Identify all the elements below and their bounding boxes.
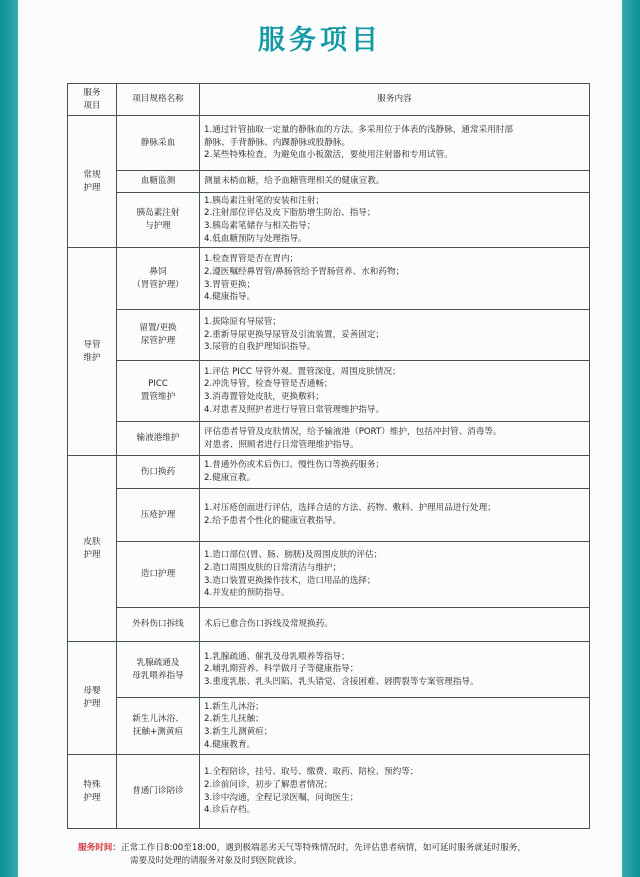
service-content-cell xyxy=(200,361,590,422)
category-label: 常规 xyxy=(83,169,101,180)
service-content-cell xyxy=(200,755,590,829)
service-content-line: 3.消毒置管处皮肤，更换敷料； xyxy=(204,392,324,402)
item-name-cell xyxy=(117,193,200,248)
category-cell xyxy=(68,116,117,248)
service-content-line: 1.普通外伤或术后伤口、慢性伤口等换药服务； xyxy=(204,460,385,471)
service-content-line: 对患者、照顾者进行日常管理维护指导。 xyxy=(204,439,359,450)
item-name-cell xyxy=(117,489,200,542)
header-label-line: 服务 xyxy=(83,87,101,98)
category-cell xyxy=(68,248,117,456)
service-content-line: 2.注射部位评估及皮下脂肪增生防治、指导； xyxy=(204,208,376,219)
service-content-line: 1.造口部位(胃、肠、膀胱)及周围皮肤的评估； xyxy=(204,550,383,561)
service-content-line: 2.健康宣教。 xyxy=(204,473,256,483)
item-name: 胰岛素注射 xyxy=(136,208,180,219)
service-content-line: 2.给予患者个性化的健康宣教指导。 xyxy=(204,516,342,526)
service-content-line: 1.拔除原有导尿管； xyxy=(204,317,281,328)
service-content-cell xyxy=(200,642,590,698)
service-time-note xyxy=(78,842,598,868)
service-content-cell xyxy=(200,171,590,193)
category-cell xyxy=(68,456,117,642)
category-label: 维护 xyxy=(83,352,101,363)
table-row xyxy=(68,422,590,456)
service-content-line: 1.全程陪诊，挂号、取号、缴费、取药、陪检、预约等； xyxy=(204,767,419,778)
service-content-cell xyxy=(200,698,590,755)
service-content-line: 2.遵医嘱经鼻胃管/鼻肠管给予胃肠营养、水和药物； xyxy=(204,266,405,277)
category-label: 护理 xyxy=(83,182,101,193)
service-content-line: 4.并发症的预防指导。 xyxy=(204,588,290,599)
service-content-line: 2.重新导尿更换导尿管及引流装置，妥善固定； xyxy=(204,329,385,340)
service-content-line: 4.诊后存档。 xyxy=(204,805,256,816)
item-name-cell xyxy=(117,542,200,608)
item-name: 母乳喂养指导 xyxy=(132,670,184,681)
service-content-line: 2.新生儿抚触； xyxy=(204,714,264,725)
item-name: （胃管护理） xyxy=(132,279,184,290)
item-name: 新生儿沐浴、 xyxy=(132,714,184,725)
item-name-cell xyxy=(117,171,200,193)
service-content-line: 2.造口周围皮肤的日常清洁与维护； xyxy=(204,562,342,573)
header-label xyxy=(121,93,195,106)
table-row xyxy=(68,456,590,489)
service-content-cell xyxy=(200,248,590,310)
category-label: 母婴 xyxy=(83,686,101,697)
service-content-line: 1.乳腺疏通、催乳及母乳喂养等指导； xyxy=(204,651,350,662)
service-content-line: 1.胰岛素注射笔的安装和注射； xyxy=(204,195,324,206)
item-name: PICC xyxy=(148,379,168,390)
service-content-line: 3.新生儿测黄疸； xyxy=(204,727,273,737)
header-category xyxy=(68,84,117,116)
header-item xyxy=(117,84,200,116)
table-row xyxy=(68,608,590,642)
item-name: 尿管护理 xyxy=(140,336,176,346)
table-header-row xyxy=(68,84,590,116)
category-label: 特殊 xyxy=(83,779,101,790)
table-row xyxy=(68,310,590,361)
category-cell xyxy=(68,642,117,755)
service-content-line: 2.冲洗导管，检查导管是否通畅； xyxy=(204,379,333,390)
service-content-line: 3.诊中沟通，全程记录医嘱，问询医生； xyxy=(204,792,359,803)
table-row xyxy=(68,698,590,755)
header-content xyxy=(200,84,590,116)
service-content-cell xyxy=(200,542,590,608)
service-content-line: 静脉、手背静脉、内踝静脉或股静脉。 xyxy=(204,137,351,148)
table-row xyxy=(68,361,590,422)
item-name-cell xyxy=(117,361,200,422)
item-name-cell xyxy=(117,698,200,755)
service-content-line: 术后已愈合伤口拆线及常规换药。 xyxy=(204,619,333,630)
header-label-line: 服务内容 xyxy=(377,94,412,105)
item-name: 静脉采血 xyxy=(140,137,176,148)
item-name: 抚触+测黄疸 xyxy=(132,727,184,737)
category-label: 护理 xyxy=(83,792,101,803)
page-title: 服务项目 xyxy=(258,25,382,56)
service-time-line1: 正常工作日8:00至18:00，遇到极端恶劣天气等特殊情况时，先评估患者病情，如可延时服务就延时服务， xyxy=(120,843,526,853)
item-name-cell xyxy=(117,608,200,642)
item-name: 输液港维护 xyxy=(136,433,180,444)
service-content-line: 3.重度乳胀、乳头凹陷、乳头错觉、含接困难、唇腭裂等专案管理指导。 xyxy=(204,676,479,687)
service-content-line: 1.评估 PICC 导管外观、置管深度、周围皮肤情况； xyxy=(204,366,401,377)
table-row xyxy=(68,193,590,248)
item-name-cell xyxy=(117,422,200,456)
header-label xyxy=(72,87,112,112)
service-content-line: 1.通过针管抽取一定量的静脉血的方法。多采用位于体表的浅静脉，通常采用肘部 xyxy=(204,125,513,136)
item-name-cell xyxy=(117,310,200,361)
service-content-line: 2.某些特殊检查，为避免血小板激活，要使用注射器和专用试管。 xyxy=(204,150,453,161)
table-row xyxy=(68,755,590,829)
item-name-cell xyxy=(117,456,200,489)
item-name: 与护理 xyxy=(145,221,171,231)
header-label-line: 项目 xyxy=(83,100,101,111)
item-name-cell xyxy=(117,755,200,829)
service-content-line: 1.对压疮创面进行评估，选择合适的方法、药物、敷料、护理用品进行处理； xyxy=(204,503,496,514)
item-name: 造口护理 xyxy=(140,569,176,580)
item-name: 置管维护 xyxy=(140,392,176,402)
table-row xyxy=(68,171,590,193)
item-name: 压疮护理 xyxy=(140,509,176,520)
service-content-line: 4.低血糖预防与处理指导。 xyxy=(204,233,307,244)
service-content-cell xyxy=(200,456,590,489)
item-name: 伤口换药 xyxy=(140,466,176,477)
table-body xyxy=(68,116,590,829)
header-label xyxy=(204,93,585,106)
service-content-line: 4.健康教育。 xyxy=(204,739,256,750)
service-time-line2: 需要及时处理的请服务对象及时到医院就诊。 xyxy=(130,856,302,866)
item-name-cell xyxy=(117,642,200,698)
table-row xyxy=(68,489,590,542)
service-content-line: 评估患者导管及皮肤情况，给予输液港（PORT）维护，包括冲封管、消毒等。 xyxy=(204,426,502,437)
service-content-line: 2.哺乳期营养、科学做月子等健康指导； xyxy=(204,664,359,675)
category-label: 护理 xyxy=(83,549,101,560)
item-name: 鼻饲 xyxy=(149,266,167,277)
service-table xyxy=(67,83,590,829)
service-content-line: 3.尿管的自我护理知识指导。 xyxy=(204,342,316,353)
service-content-line: 1.新生儿沐浴； xyxy=(204,701,264,712)
item-name-cell xyxy=(117,248,200,310)
category-label: 护理 xyxy=(83,699,101,709)
category-label: 导管 xyxy=(83,339,101,350)
service-content-line: 2.诊前问诊，初步了解患者情况； xyxy=(204,779,333,790)
service-content-cell xyxy=(200,193,590,248)
item-name: 留置/更换 xyxy=(139,323,177,334)
service-content-cell xyxy=(200,310,590,361)
category-cell xyxy=(68,755,117,829)
service-content-line: 3.胰岛素笔储存与相关指导； xyxy=(204,221,316,231)
service-content-cell xyxy=(200,422,590,456)
item-name: 外科伤口拆线 xyxy=(132,619,184,630)
service-content-cell xyxy=(200,608,590,642)
category-label: 皮肤 xyxy=(83,536,101,547)
item-name: 普通门诊陪诊 xyxy=(132,786,184,797)
service-content-line: 3.造口装置更换操作技术，造口用品的选择； xyxy=(204,575,376,586)
service-content-line: 4.对患者及照护者进行导管日常管理维护指导。 xyxy=(204,404,385,415)
service-content-cell xyxy=(200,116,590,171)
item-name: 乳腺疏通及 xyxy=(136,657,180,668)
service-content-line: 测量末梢血糖，给予血糖管理相关的健康宣教。 xyxy=(204,176,385,187)
service-time-label: 服务时间： xyxy=(78,843,121,853)
table-row xyxy=(68,642,590,698)
item-name: 血糖监测 xyxy=(140,176,176,187)
header-label-line: 项目规格名称 xyxy=(132,94,184,105)
service-content-line: 1.检查胃管是否在胃内； xyxy=(204,254,299,265)
item-name-cell xyxy=(117,116,200,171)
table-row xyxy=(68,116,590,171)
table-row xyxy=(68,542,590,608)
table-row xyxy=(68,248,590,310)
service-content-line: 4.健康指导。 xyxy=(204,292,256,303)
service-content-line: 3.胃管更换； xyxy=(204,279,256,290)
service-content-cell xyxy=(200,489,590,542)
